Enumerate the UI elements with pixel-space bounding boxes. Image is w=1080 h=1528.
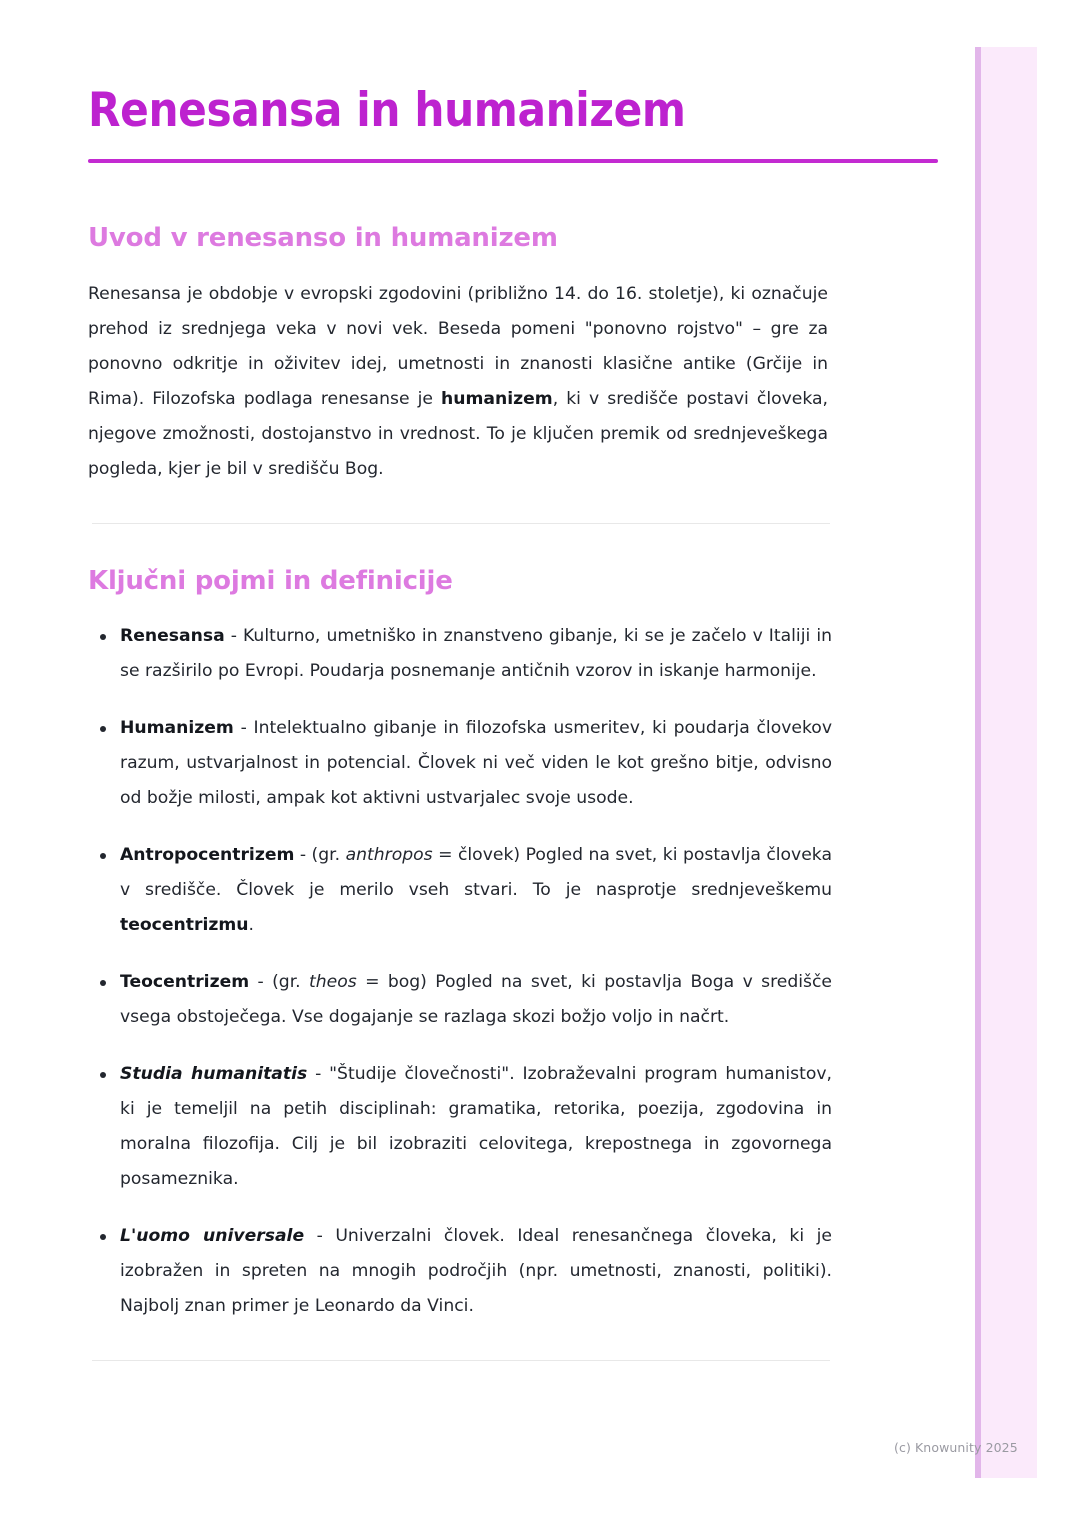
title-underline-rule	[88, 159, 938, 163]
term-text-1: - "Študije človečnosti". Izobraževalni program humanistov, ki je temeljil na petih disciplinah: gramatika, retorika, poezija, zgodovina in moralna filozofija. Cilj je bil izobraziti celovitega, krepostnega in zgovornega posameznika.	[120, 1063, 832, 1189]
section-intro	[88, 223, 930, 486]
term-label: Renesansa	[120, 625, 225, 646]
term-text-2: = bog) Pogled na svet, ki postavlja Boga v središče vsega obstoječega. Vse dogajanje se razlaga skozi božjo voljo in načrt.	[120, 971, 832, 1027]
term-text-1: - Intelektualno gibanje in filozofska usmeritev, ki poudarja človekov razum, ustvarjalnost in potencial. Človek ni več viden le kot grešno bitje, odvisno od božje milosti, ampak kot aktivni ustvarjalec svoje usode.	[120, 717, 832, 808]
page-edge-stripe	[975, 47, 1037, 1478]
term-text-1: - (gr.	[249, 971, 310, 992]
greek-word: anthropos	[345, 844, 433, 865]
term-label: L'uomo universale	[120, 1225, 305, 1246]
bullet-dot-icon	[100, 1072, 106, 1078]
term-label: Antropocentrizem	[120, 844, 295, 865]
term-label: Studia humanitatis	[120, 1063, 308, 1084]
list-item	[88, 619, 832, 689]
intro-text-part2: , ki v središče postavi človeka, njegove zmožnosti, dostojanstvo in vrednost. To je ključen premik od srednjeveškega pogleda, kjer je bil v središču Bog.	[88, 388, 828, 479]
section-key-terms	[88, 566, 930, 1324]
term-text-3: .	[248, 914, 254, 935]
term-text-2: = človek) Pogled na svet, ki postavlja človeka v središče. Človek je merilo vseh stvari. To je nasprotje srednjeveškemu	[120, 844, 832, 900]
list-item	[88, 711, 832, 816]
term-text-1: - (gr.	[294, 844, 346, 865]
bullet-dot-icon	[100, 980, 106, 986]
key-terms-list	[88, 619, 832, 1324]
inline-bold-term: teocentrizmu	[120, 914, 249, 935]
term-label: Humanizem	[120, 717, 234, 738]
section-divider-1	[92, 523, 830, 524]
bullet-dot-icon	[100, 853, 106, 859]
term-text-1: - Kulturno, umetniško in znanstveno gibanje, ki se je začelo v Italiji in se razširilo po Evropi. Poudarja posnemanje antičnih vzorov in iskanje harmonije.	[120, 625, 832, 681]
section-heading-intro: Uvod v renesanso in humanizem	[88, 223, 558, 254]
list-item	[88, 1219, 832, 1324]
page-title: Renesansa in humanizem	[88, 83, 686, 138]
intro-text-part1: Renesansa je obdobje v evropski zgodovini (približno 14. do 16. stoletje), ki označuje prehod iz srednjega veka v novi vek. Beseda pomeni "ponovno rojstvo" – gre za ponovno odkritje in oživitev idej, umetnosti in znanosti klasične antike (Grčije in Rima). Filozofska podlaga renesanse je	[88, 283, 828, 409]
section-divider-2	[92, 1360, 830, 1361]
term-text-1: - Univerzalni človek. Ideal renesančnega človeka, ki je izobražen in spreten na mnogih področjih (npr. umetnosti, znanosti, politiki). Najbolj znan primer je Leonardo da Vinci.	[120, 1225, 832, 1316]
section-heading-key-terms: Ključni pojmi in definicije	[88, 565, 453, 596]
list-item	[88, 1057, 832, 1197]
copyright-watermark: (c) Knowunity 2025	[894, 1440, 1018, 1455]
term-label: Teocentrizem	[120, 971, 250, 992]
list-item	[88, 838, 832, 943]
bullet-dot-icon	[100, 726, 106, 732]
intro-bold-humanizem: humanizem	[441, 388, 553, 409]
bullet-dot-icon	[100, 634, 106, 640]
greek-word: theos	[309, 971, 357, 992]
intro-paragraph	[88, 277, 828, 487]
list-item	[88, 965, 832, 1035]
bullet-dot-icon	[100, 1234, 106, 1240]
